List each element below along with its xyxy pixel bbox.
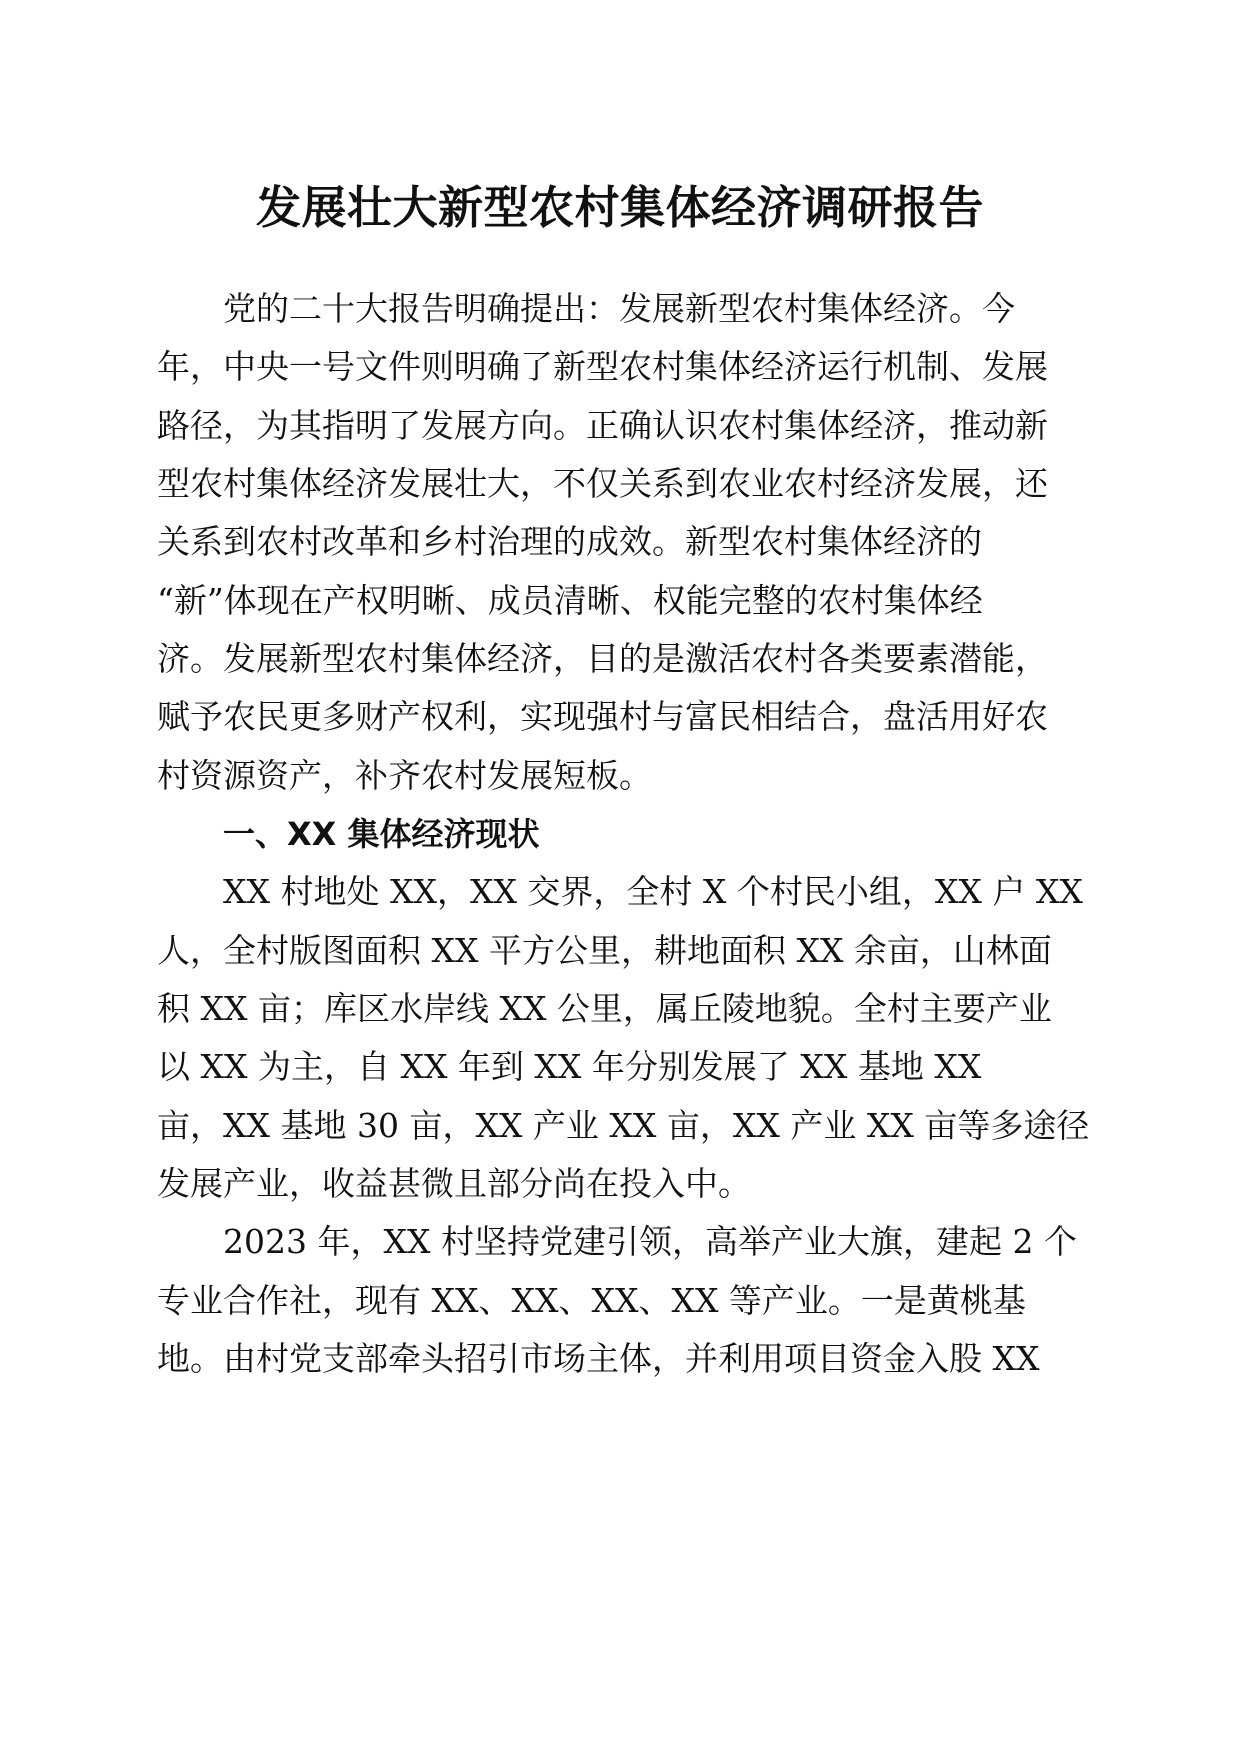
paragraph-line: 以 XX 为主，自 XX 年到 XX 年分别发展了 XX 基地 XX xyxy=(157,1047,982,1086)
paragraph-line: “新”体现在产权明晰、成员清晰、权能完整的农村集体经 xyxy=(157,581,983,620)
paragraph-line: XX 村地处 XX，XX 交界，全村 X 个村民小组，XX 户 XX xyxy=(223,872,1083,911)
paragraph-line: 积 XX 亩；库区水岸线 XX 公里，属丘陵地貌。全村主要产业 xyxy=(157,989,1052,1028)
paragraph-line: 年，中央一号文件则明确了新型农村集体经济运行机制、发展 xyxy=(157,347,1048,386)
document-title: 发展壮大新型农村集体经济调研报告 xyxy=(255,181,984,234)
paragraph-line: 党的二十大报告明确提出：发展新型农村集体经济。今 xyxy=(223,289,1015,328)
paragraph-line: 型农村集体经济发展壮大，不仅关系到农业农村经济发展，还 xyxy=(157,464,1048,503)
paragraph-line: 专业合作社，现有 XX、XX、XX、XX 等产业。一是黄桃基 xyxy=(157,1281,1026,1320)
paragraph-line: 关系到农村改革和乡村治理的成效。新型农村集体经济的 xyxy=(157,522,982,561)
paragraph-line: 济。发展新型农村集体经济，目的是激活农村各类要素潜能， xyxy=(157,639,1048,678)
paragraph-line: 路径，为其指明了发展方向。正确认识农村集体经济，推动新 xyxy=(157,406,1048,445)
paragraph-line: 2023 年，XX 村坚持党建引领，高举产业大旗，建起 2 个 xyxy=(223,1222,1077,1261)
section-heading: 一、XX 集体经济现状 xyxy=(223,815,540,853)
paragraph-line: 亩，XX 基地 30 亩，XX 产业 XX 亩，XX 产业 XX 亩等多途径 xyxy=(157,1106,1090,1145)
paragraph-line: 发展产业，收益甚微且部分尚在投入中。 xyxy=(157,1164,751,1203)
paragraph-line: 赋予农民更多财产权利，实现强村与富民相结合，盘活用好农 xyxy=(157,697,1048,736)
paragraph-line: 村资源资产，补齐农村发展短板。 xyxy=(157,756,652,795)
paragraph-line: 地。由村党支部牵头招引市场主体，并利用项目资金入股 XX xyxy=(157,1339,1040,1378)
paragraph-line: 人，全村版图面积 XX 平方公里，耕地面积 XX 余亩，山林面 xyxy=(157,931,1052,970)
